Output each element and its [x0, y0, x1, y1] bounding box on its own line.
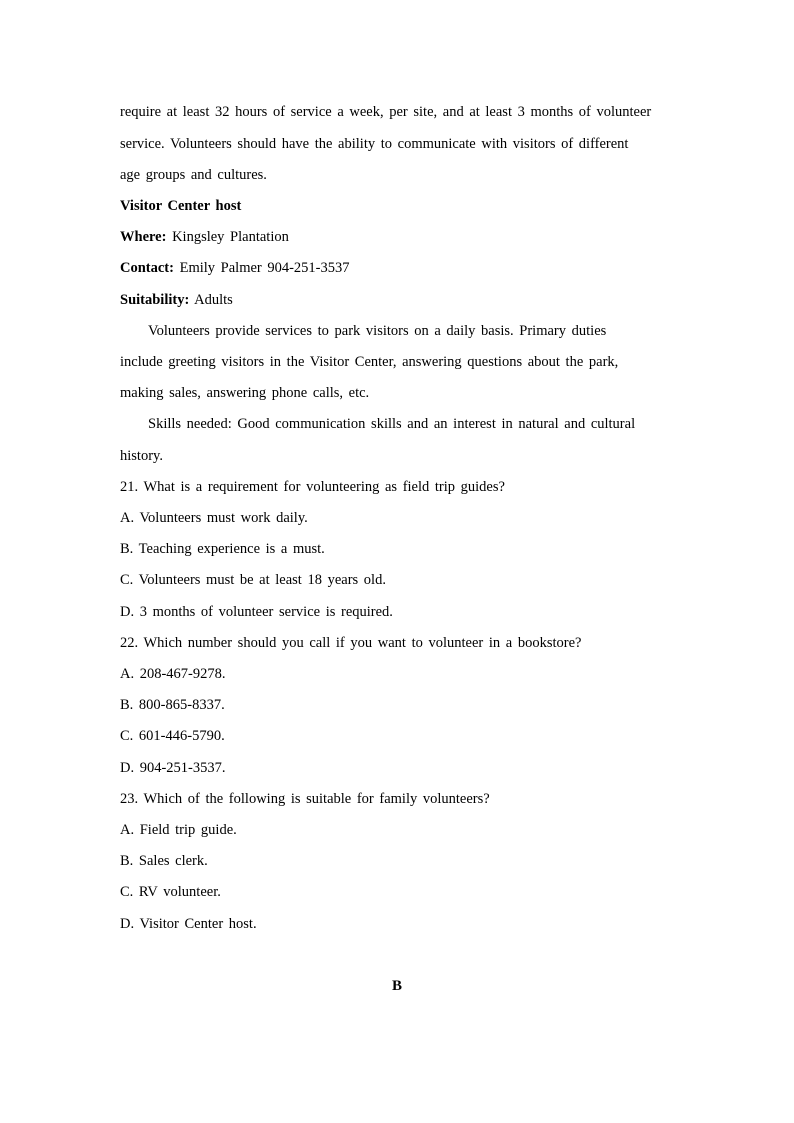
question-23-option-c: C. RV volunteer. [120, 884, 221, 900]
question-21-option-c: C. Volunteers must be at least 18 years old. [120, 572, 386, 588]
visitor-center-heading: Visitor Center host [120, 198, 242, 214]
question-21-option-d: D. 3 months of volunteer service is required. [120, 604, 393, 620]
question-21-option-b: B. Teaching experience is a must. [120, 541, 325, 557]
suitability-label: Suitability: [120, 292, 190, 308]
question-21-stem: 21. What is a requirement for volunteering as field trip guides? [120, 479, 505, 495]
where-row [120, 228, 289, 246]
question-22-stem: 22. Which number should you call if you want to volunteer in a bookstore? [120, 635, 582, 651]
section-b-heading: B [391, 978, 402, 994]
question-22-option-a: A. 208-467-9278. [120, 666, 226, 682]
suitability-value: Adults [189, 292, 233, 308]
skills-line-1: Skills needed: Good communication skills and an interest in natural and cultural [148, 416, 636, 432]
where-value: Kingsley Plantation [166, 229, 289, 245]
question-22-option-c: C. 601-446-5790. [120, 728, 225, 744]
question-21-option-a: A. Volunteers must work daily. [120, 510, 308, 526]
question-23-option-d: D. Visitor Center host. [120, 916, 257, 932]
intro-line-3: age groups and cultures. [120, 167, 267, 183]
question-22-option-d: D. 904-251-3537. [120, 760, 226, 776]
skills-line-2: history. [120, 448, 163, 464]
intro-line-2: service. Volunteers should have the ability to communicate with visitors of different [120, 136, 629, 152]
description-line-1: Volunteers provide services to park visitors on a daily basis. Primary duties [148, 323, 607, 339]
intro-line-1: require at least 32 hours of service a week, per site, and at least 3 months of volunteer [120, 104, 652, 120]
description-line-3: making sales, answering phone calls, etc. [120, 385, 370, 401]
question-23-stem: 23. Which of the following is suitable for family volunteers? [120, 791, 490, 807]
contact-value: Emily Palmer 904-251-3537 [173, 260, 350, 276]
question-23-option-b: B. Sales clerk. [120, 853, 208, 869]
question-22-option-b: B. 800-865-8337. [120, 697, 225, 713]
contact-label: Contact: [120, 260, 174, 276]
description-line-2: include greeting visitors in the Visitor Center, answering questions about the park, [120, 354, 619, 370]
contact-row [120, 259, 350, 277]
where-label: Where: [120, 229, 167, 245]
suitability-row [120, 291, 233, 309]
question-23-option-a: A. Field trip guide. [120, 822, 237, 838]
